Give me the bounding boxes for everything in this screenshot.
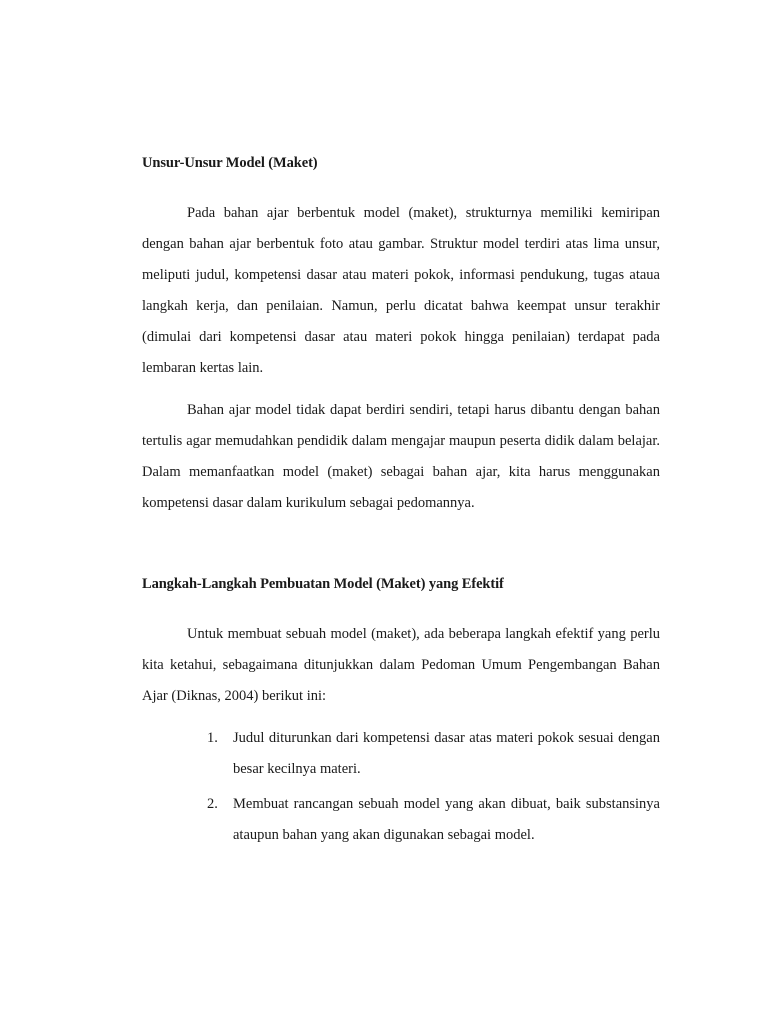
- numbered-list: [207, 723, 660, 851]
- paragraph: Untuk membuat sebuah model (maket), ada beberapa langkah efektif yang perlu kita ketahui, sebagaimana ditunjukkan dalam Pedoman Umum Pengembangan Bahan Ajar (Diknas, 2004) berikut ini:: [142, 626, 660, 704]
- list-item-text: Membuat rancangan sebuah model yang akan dibuat, baik substansinya ataupun bahan yang akan digunakan sebagai model.: [233, 796, 660, 843]
- section-heading: Langkah-Langkah Pembuatan Model (Maket) yang Efektif: [142, 576, 504, 592]
- list-item-number: 1.: [207, 730, 218, 746]
- paragraph: Bahan ajar model tidak dapat berdiri sendiri, tetapi harus dibantu dengan bahan tertulis agar memudahkan pendidik dalam mengajar maupun peserta didik dalam belajar. Dalam memanfaatkan model (maket) sebagai bahan ajar, kita harus menggunakan kompetensi dasar dalam kurikulum sebagai pedomannya.: [142, 402, 660, 511]
- list-item: [207, 789, 660, 851]
- list-item: [207, 723, 660, 785]
- page-content: [142, 152, 660, 855]
- list-item-text: Judul diturunkan dari kompetensi dasar atas materi pokok sesuai dengan besar kecilnya materi.: [233, 730, 660, 777]
- section-heading: Unsur-Unsur Model (Maket): [142, 155, 318, 171]
- list-item-number: 2.: [207, 796, 218, 812]
- paragraph: Pada bahan ajar berbentuk model (maket), strukturnya memiliki kemiripan dengan bahan ajar berbentuk foto atau gambar. Struktur model terdiri atas lima unsur, meliputi judul, kompetensi dasar atau materi pokok, informasi pendukung, tugas ataua langkah kerja, dan penilaian. Namun, perlu dicatat bahwa keempat unsur terakhir (dimulai dari kompetensi dasar atau materi pokok hingga penilaian) terdapat pada lembaran kertas lain.: [142, 205, 660, 376]
